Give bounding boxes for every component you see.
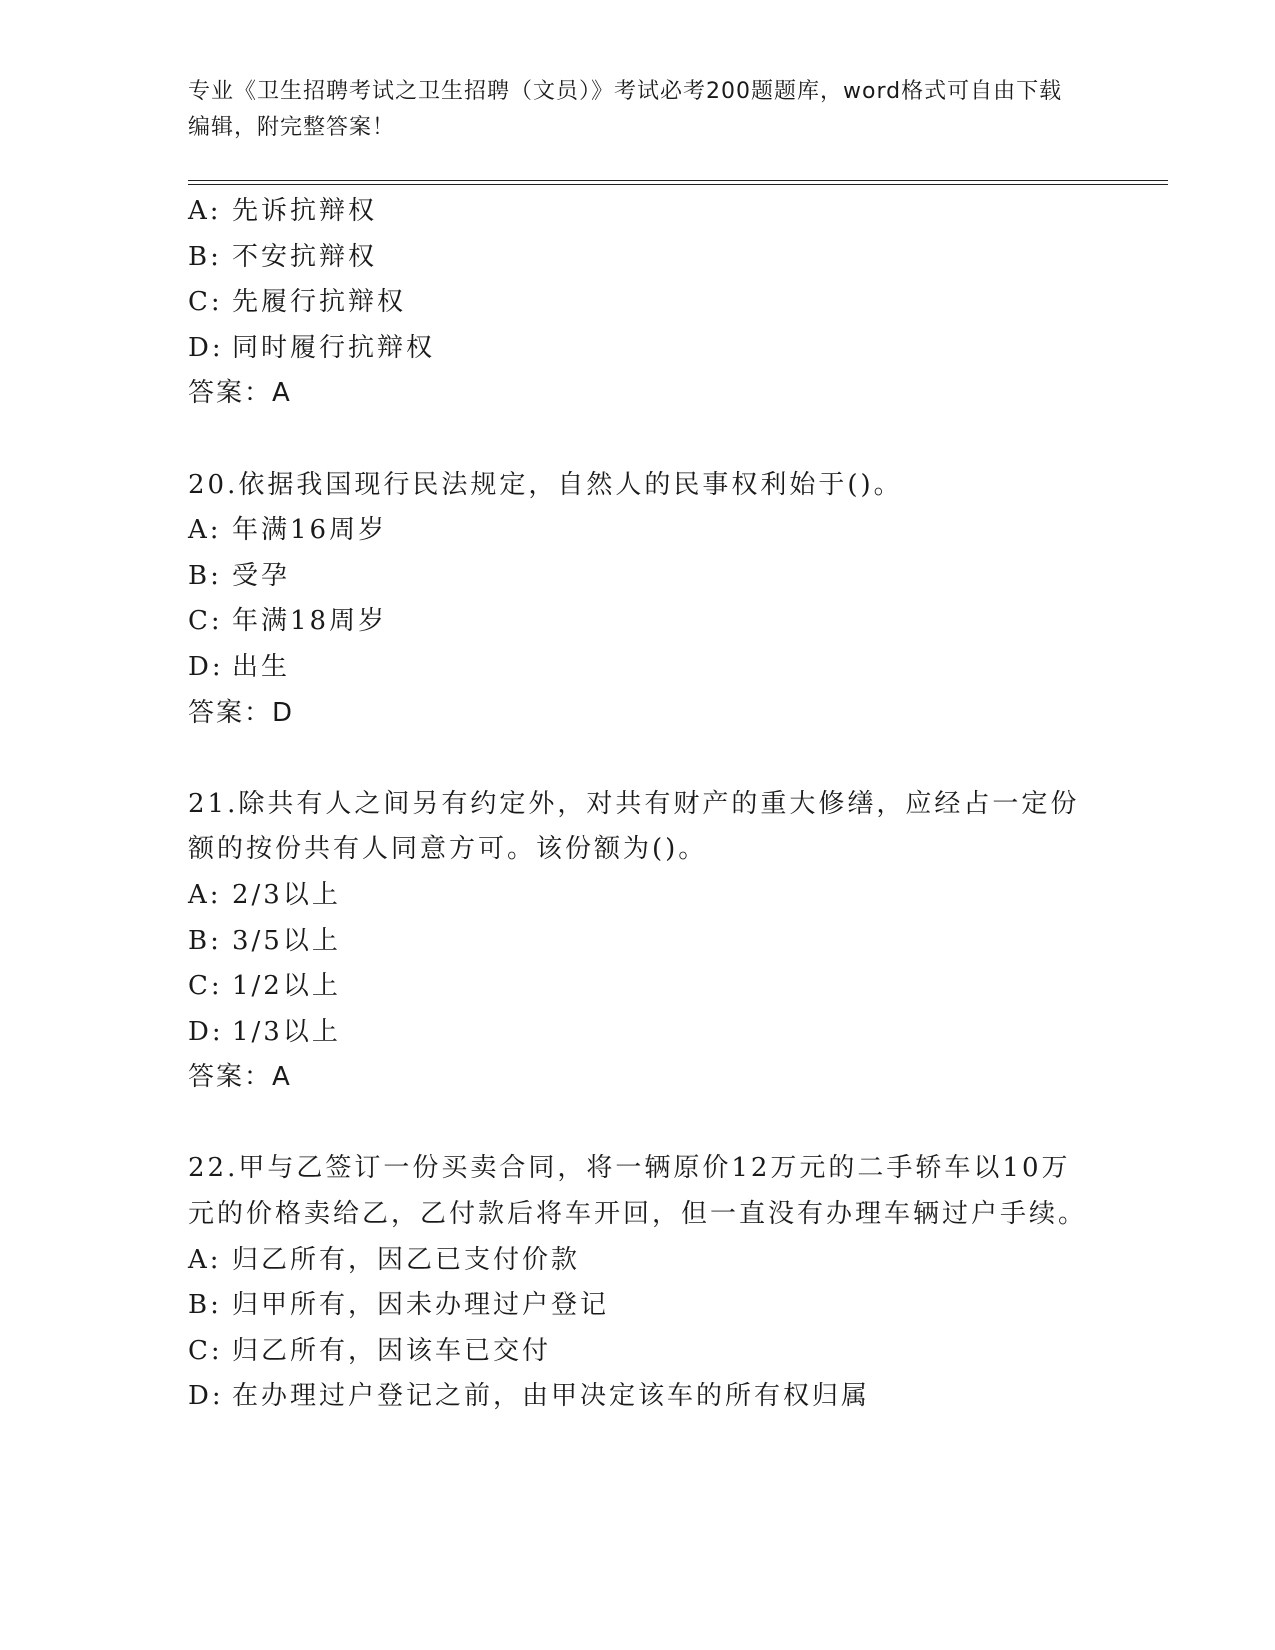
option-c: C: 先履行抗辩权 <box>188 287 407 318</box>
header-rule-bottom <box>188 184 1168 185</box>
option-a: A: 2/3以上 <box>188 879 341 910</box>
option-b: B: 不安抗辩权 <box>188 241 378 272</box>
option-d: D: 1/3以上 <box>188 1016 341 1047</box>
question-block-20 <box>188 463 1088 737</box>
question-list <box>188 189 1088 1420</box>
option-b: B: 3/5以上 <box>188 925 341 956</box>
option-b: B: 受孕 <box>188 560 291 591</box>
option-c: C: 归乙所有，因该车已交付 <box>188 1335 552 1366</box>
answer-label: 答案：A <box>188 378 292 409</box>
option-a: A: 归乙所有，因乙已支付价款 <box>188 1244 581 1275</box>
document-header: 专业《卫生招聘考试之卫生招聘（文员）》考试必考200题题库，word格式可自由下载编辑，附完整答案！ <box>188 79 1063 140</box>
spacer <box>188 1101 1088 1147</box>
option-d: D: 在办理过户登记之前，由甲决定该车的所有权归属 <box>188 1381 871 1412</box>
answer-label: 答案：D <box>188 697 295 728</box>
question-block-19 <box>188 189 1088 417</box>
option-a: A: 先诉抗辩权 <box>188 196 378 226</box>
option-c: C: 年满18周岁 <box>188 606 388 637</box>
question-stem: 21.除共有人之间另有约定外，对共有财产的重大修缮，应经占一定份额的按份共有人同意方可。该份额为()。 <box>188 788 1080 865</box>
question-stem: 20.依据我国现行民法规定，自然人的民事权利始于()。 <box>188 469 903 500</box>
option-d: D: 同时履行抗辩权 <box>188 332 436 363</box>
question-block-21 <box>188 782 1088 1101</box>
header-rule-top <box>188 180 1168 181</box>
spacer <box>188 417 1088 463</box>
option-d: D: 出生 <box>188 651 291 682</box>
option-c: C: 1/2以上 <box>188 971 341 1002</box>
question-block-22 <box>188 1146 1088 1420</box>
question-stem: 22.甲与乙签订一份买卖合同，将一辆原价12万元的二手轿车以10万元的价格卖给乙，乙付款后将车开回，但一直没有办理车辆过户手续。 <box>188 1153 1088 1230</box>
option-a: A: 年满16周岁 <box>188 515 388 546</box>
answer-label: 答案：A <box>188 1062 292 1093</box>
option-b: B: 归甲所有，因未办理过户登记 <box>188 1290 610 1321</box>
spacer <box>188 736 1088 782</box>
